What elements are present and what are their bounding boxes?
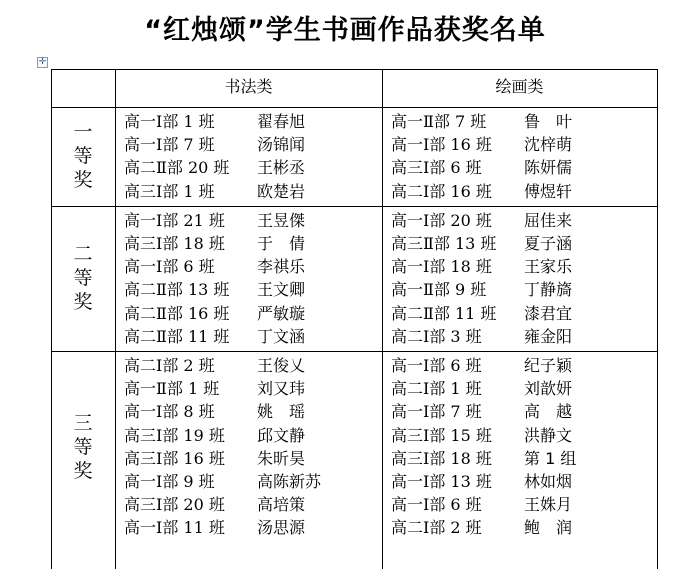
painting-entry [391, 232, 631, 255]
group-divider [51, 351, 657, 352]
student-name: 于 倩 [257, 234, 306, 253]
painting-entry [391, 255, 631, 278]
class-name: 高三Ⅰ部 18 班 [391, 448, 492, 468]
class-name: 高一Ⅰ部 9 班 [124, 472, 215, 491]
student-name: 汤锦闻 [257, 135, 306, 155]
calligraphy-entry [124, 447, 364, 470]
class-name: 高一Ⅰ部 1 班 [124, 112, 215, 131]
painting-entry [391, 424, 631, 447]
student-name: 雍金阳 [524, 326, 573, 346]
grade-label-char: 等 [73, 435, 93, 458]
calligraphy-entry [124, 180, 364, 203]
grade-label-char: 奖 [73, 169, 93, 192]
student-name: 王彬丞 [257, 158, 306, 178]
student-name: 王俊乂 [257, 356, 306, 375]
painting-entry [391, 133, 631, 156]
painting-entry [391, 110, 631, 133]
calligraphy-entry [124, 424, 364, 447]
calligraphy-entry [124, 232, 364, 255]
class-name: 高三Ⅱ部 13 班 [391, 234, 497, 253]
class-name: 高三Ⅰ部 19 班 [124, 425, 225, 445]
student-name: 洪静文 [524, 425, 573, 445]
class-name: 高二Ⅱ部 16 班 [124, 303, 230, 323]
grade-label-char: 等 [73, 145, 93, 168]
student-name: 邱文静 [257, 425, 306, 445]
class-name: 高一Ⅰ部 13 班 [391, 472, 492, 491]
painting-entry [391, 447, 631, 470]
class-name: 高二Ⅱ部 11 班 [124, 326, 230, 346]
student-name: 汤思源 [257, 518, 306, 538]
student-name: 严敏璇 [257, 303, 306, 323]
class-name: 高二Ⅱ部 11 班 [391, 303, 497, 323]
student-name: 刘又玮 [257, 379, 306, 399]
calligraphy-entry [124, 325, 364, 348]
class-name: 高一Ⅱ部 7 班 [391, 112, 487, 131]
class-name: 高二Ⅰ部 2 班 [391, 518, 482, 538]
table-border-right [657, 69, 658, 569]
student-name: 欧楚岩 [257, 181, 306, 201]
class-name: 高一Ⅰ部 20 班 [391, 210, 492, 230]
painting-entry [391, 156, 631, 179]
student-name: 丁文涵 [257, 326, 306, 346]
class-name: 高三Ⅰ部 6 班 [391, 158, 482, 178]
class-name: 高一Ⅰ部 21 班 [124, 210, 225, 230]
class-name: 高三Ⅰ部 16 班 [124, 448, 225, 468]
calligraphy-entry [124, 493, 364, 516]
calligraphy-entry [124, 377, 364, 400]
student-name: 李祺乐 [257, 257, 306, 277]
painting-entry [391, 302, 631, 325]
painting-entry [391, 377, 631, 400]
calligraphy-entry [124, 516, 364, 539]
grade-label [51, 206, 115, 351]
student-name: 王昱傑 [257, 210, 306, 230]
student-name: 鲍 润 [524, 518, 573, 538]
painting-entry [391, 470, 631, 493]
painting-entry [391, 400, 631, 423]
student-name: 刘歆妍 [524, 379, 573, 399]
painting-entry [391, 493, 631, 516]
class-name: 高一Ⅰ部 11 班 [124, 518, 225, 538]
grade-label-char: 等 [73, 267, 93, 290]
class-name: 高一Ⅱ部 1 班 [124, 379, 220, 399]
class-name: 高二Ⅰ部 2 班 [124, 356, 215, 375]
class-name: 高二Ⅱ部 13 班 [124, 280, 230, 300]
class-name: 高一Ⅰ部 6 班 [124, 257, 215, 277]
calligraphy-entry [124, 255, 364, 278]
class-name: 高一Ⅰ部 6 班 [391, 356, 482, 375]
grade-label [51, 351, 115, 543]
calligraphy-entry [124, 133, 364, 156]
class-name: 高一Ⅰ部 16 班 [391, 135, 492, 155]
calligraphy-entry [124, 354, 364, 377]
student-name: 高 越 [524, 402, 573, 422]
class-name: 高二Ⅰ部 1 班 [391, 379, 482, 399]
student-name: 高陈新苏 [257, 472, 322, 491]
class-name: 高三Ⅰ部 15 班 [391, 425, 492, 445]
student-name: 屈佳来 [524, 210, 573, 230]
student-name: 王文卿 [257, 280, 306, 300]
document-title: “红烛颂”学生书画作品获奖名单 [144, 15, 546, 46]
header-bottom-rule [51, 107, 657, 108]
header-painting: 绘画类 [495, 77, 544, 96]
table-border-top [51, 69, 657, 70]
calligraphy-entry [124, 400, 364, 423]
student-name: 翟春旭 [257, 112, 306, 131]
group-divider [51, 206, 657, 207]
student-name: 夏子涵 [524, 234, 573, 253]
student-name: 姚 瑶 [257, 402, 306, 422]
grade-label-char: 奖 [73, 291, 93, 314]
student-name: 王姝月 [524, 495, 573, 515]
class-name: 高一Ⅱ部 9 班 [391, 280, 487, 300]
painting-entry [391, 278, 631, 301]
painting-entry [391, 325, 631, 348]
class-name: 高三Ⅰ部 18 班 [124, 234, 225, 253]
table-border-left [51, 69, 52, 569]
painting-entry [391, 209, 631, 232]
painting-entry [391, 516, 631, 539]
painting-entry [391, 180, 631, 203]
painting-entry [391, 354, 631, 377]
table-move-handle-icon[interactable]: ✛ [38, 57, 47, 67]
grade-label-char: 一 [73, 121, 93, 144]
class-name: 高三Ⅰ部 1 班 [124, 181, 215, 201]
calligraphy-entry [124, 302, 364, 325]
class-name: 高二Ⅱ部 20 班 [124, 158, 230, 178]
student-name: 傅煜轩 [524, 181, 573, 201]
class-name: 高二Ⅰ部 3 班 [391, 326, 482, 346]
class-name: 高一Ⅰ部 8 班 [124, 402, 215, 422]
class-name: 高二Ⅰ部 16 班 [391, 181, 492, 201]
student-name: 陈妍儒 [524, 158, 573, 178]
student-name: 鲁 叶 [524, 112, 573, 131]
student-name: 纪子颖 [524, 356, 573, 375]
grade-label-char: 三 [73, 411, 93, 434]
header-calligraphy: 书法类 [224, 77, 273, 96]
class-name: 高三Ⅰ部 20 班 [124, 495, 225, 515]
student-name: 漆君宜 [524, 303, 573, 323]
category-column-divider [382, 69, 383, 569]
student-name: 丁静旖 [524, 280, 573, 300]
class-name: 高一Ⅰ部 7 班 [391, 402, 482, 422]
student-name: 王家乐 [524, 257, 573, 277]
student-name: 林如烟 [524, 472, 573, 491]
grade-column-divider [115, 69, 116, 569]
grade-label [51, 107, 115, 206]
student-name: 沈梓萌 [524, 135, 573, 155]
class-name: 高一Ⅰ部 18 班 [391, 257, 492, 277]
calligraphy-entry [124, 470, 364, 493]
student-name: 朱昕昊 [257, 448, 306, 468]
student-name: 第 1 组 [524, 448, 577, 468]
grade-label-char: 二 [73, 243, 93, 266]
class-name: 高一Ⅰ部 7 班 [124, 135, 215, 155]
calligraphy-entry [124, 278, 364, 301]
class-name: 高一Ⅰ部 6 班 [391, 495, 482, 515]
calligraphy-entry [124, 209, 364, 232]
grade-label-char: 奖 [73, 459, 93, 482]
calligraphy-entry [124, 110, 364, 133]
calligraphy-entry [124, 156, 364, 179]
student-name: 高培策 [257, 495, 306, 515]
